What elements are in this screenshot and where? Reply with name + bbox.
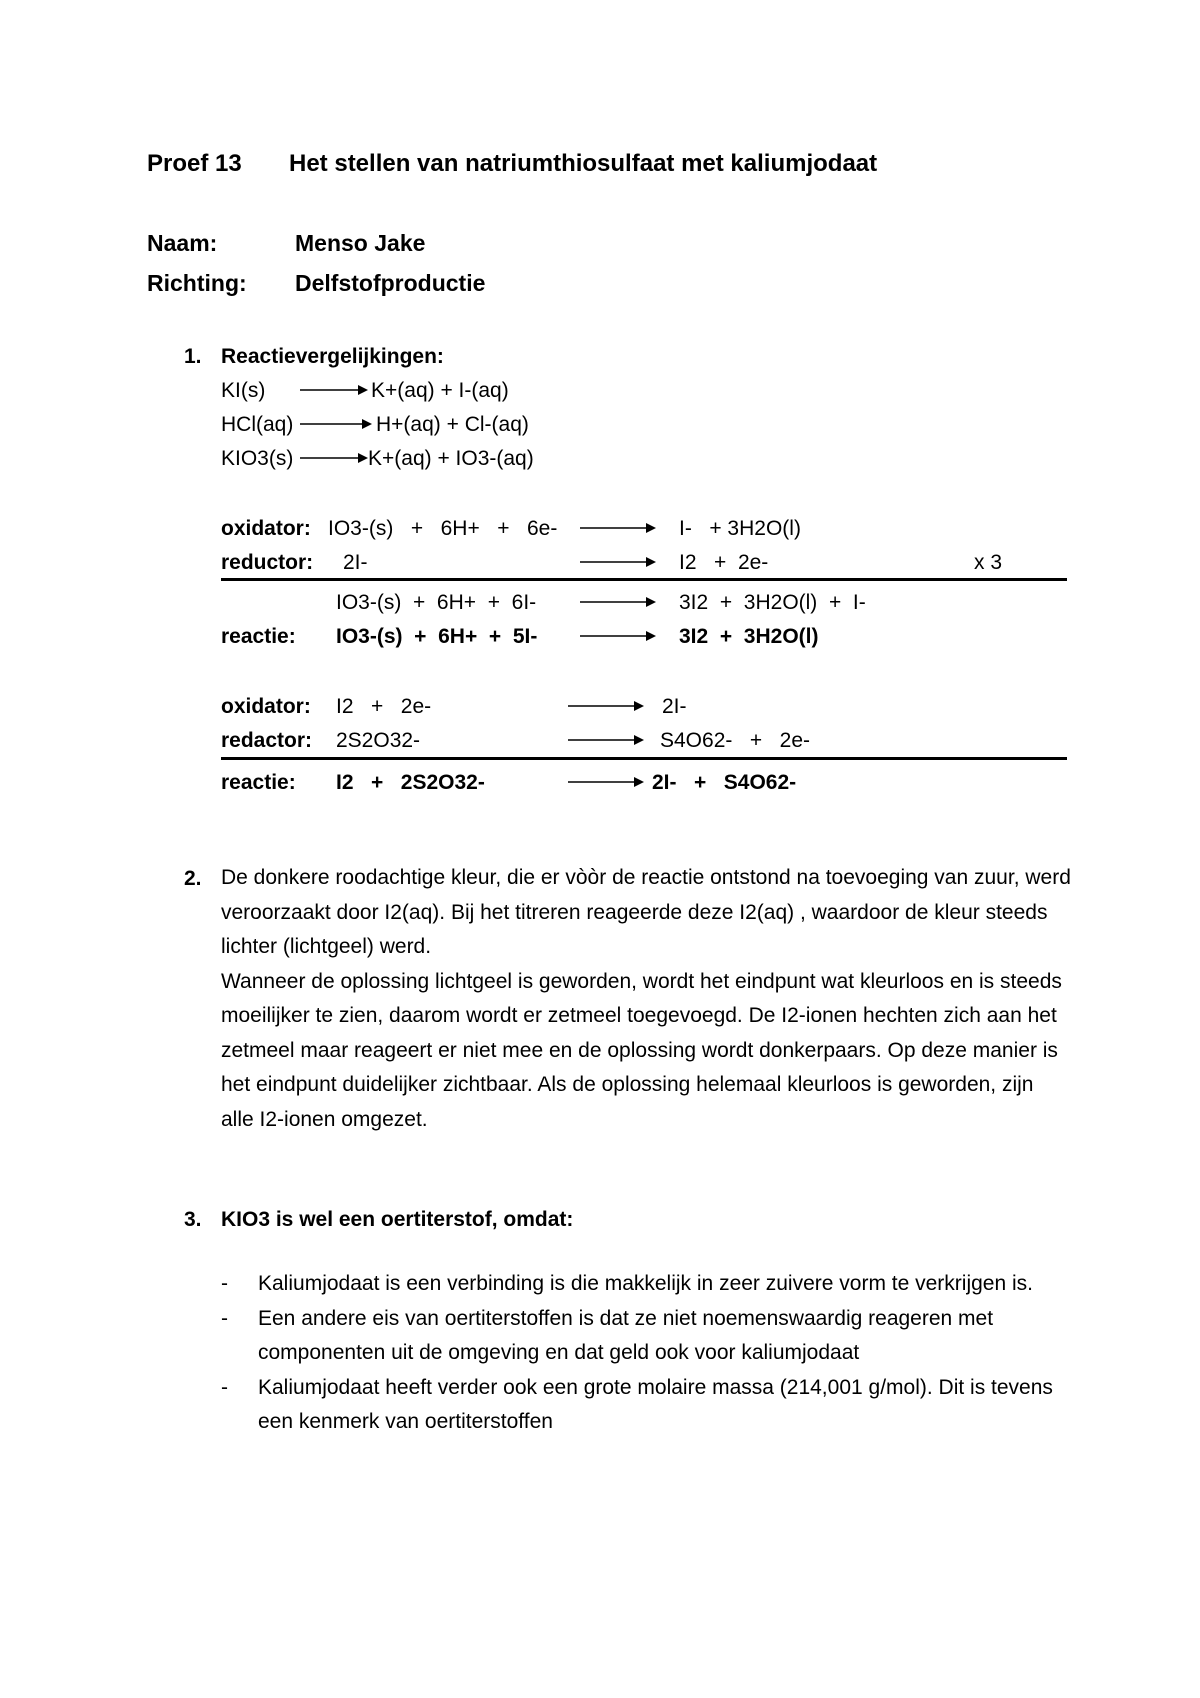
sum-line	[221, 578, 1067, 581]
dissociation-3-right: K+(aq) + IO3-(aq)	[368, 447, 534, 470]
oxidator2-left: I2 + 2e-	[336, 695, 432, 718]
reactie2-left: I2 + 2S2O32-	[336, 771, 485, 794]
reaction-arrow	[580, 594, 660, 610]
oxidator-right: I- + 3H2O(l)	[679, 517, 801, 540]
reaction-arrow	[580, 628, 660, 644]
list-item: - Kaliumjodaat is een verbinding is die makkelijk in zeer zuivere vorm te verkrijgen is.	[221, 1272, 1034, 1295]
section3-title: KIO3 is wel een oertiterstof, omdat:	[221, 1208, 574, 1231]
reaction-arrow	[300, 450, 370, 466]
dissociation-1-right: K+(aq) + I-(aq)	[371, 379, 509, 402]
reaction-arrow	[580, 554, 660, 570]
reductor-label: reductor:	[221, 551, 314, 574]
section2-number: 2.	[184, 867, 202, 890]
reactie-label: reactie:	[221, 625, 296, 648]
naam-label: Naam:	[147, 230, 218, 256]
reactie2-right: 2I- + S4O62-	[652, 771, 797, 794]
redactor-left: 2S2O32-	[336, 729, 421, 752]
list-item: - Een andere eis van oertiterstoffen is dat ze niet noemenswaardig reageren met componenten uit de omgeving en dat geld ook voor kaliumjodaat	[221, 1306, 994, 1364]
section3-number: 3.	[184, 1208, 202, 1231]
dissociation-1-left: KI(s)	[221, 379, 266, 402]
reactie-right: 3I2 + 3H2O(l)	[679, 625, 819, 648]
reaction-arrow	[568, 698, 648, 714]
section2-body	[221, 861, 1071, 1137]
reaction-arrow	[300, 382, 370, 398]
naam-value: Menso Jake	[295, 230, 426, 256]
list-item: - Kaliumjodaat heeft verder ook een grote molaire massa (214,001 g/mol). Dit is tevens een kenmerk van oertiterstoffen	[221, 1375, 1053, 1433]
section2-paragraph: De donkere roodachtige kleur, die er vòòr de reactie ontstond na toevoeging van zuur, werd veroorzaakt door I2(aq). Bij het titreren reageerde deze I2(aq) , waardoor de kleur steeds lichter (lichtgeel) werd.	[221, 866, 1071, 958]
richting-value: Delfstofproductie	[295, 270, 486, 296]
oxidator2-label: oxidator:	[221, 695, 311, 718]
section2-paragraph: Wanneer de oplossing lichtgeel is geworden, wordt het eindpunt wat kleurloos en is steeds moeilijker te zien, daarom wordt er zetmeel toegevoegd. De I2-ionen hechten zich aan het zetmeel maar reageert er niet mee en de oplossing wordt donkerpaars. Op deze manier is het eindpunt duidelijker zichtbaar. Als de oplossing helemaal kleurloos is geworden, zijn alle I2-ionen omgezet.	[221, 969, 1062, 1131]
reaction-arrow	[568, 732, 648, 748]
redactor-right: S4O62- + 2e-	[660, 729, 810, 752]
reactie2-label: reactie:	[221, 771, 296, 794]
reaction-arrow	[568, 774, 648, 790]
reductor-left: 2I-	[343, 551, 368, 574]
dissociation-2-right: H+(aq) + Cl-(aq)	[376, 413, 529, 436]
reaction-arrow	[300, 416, 374, 432]
reductor-right: I2 + 2e-	[679, 551, 769, 574]
dissociation-3-left: KIO3(s)	[221, 447, 294, 470]
reaction-arrow	[580, 520, 660, 536]
dissociation-2-left: HCl(aq)	[221, 413, 294, 436]
reactie-left: IO3-(s) + 6H+ + 5I-	[336, 625, 538, 648]
oxidator-left: IO3-(s) + 6H+ + 6e-	[328, 517, 558, 540]
oxidator-label: oxidator:	[221, 517, 311, 540]
proef-label: Proef 13	[147, 150, 242, 177]
page-title: Het stellen van natriumthiosulfaat met kaliumjodaat	[289, 150, 878, 177]
redactor-label: redactor:	[221, 729, 313, 752]
section1-number: 1.	[184, 345, 202, 368]
section1-title: Reactievergelijkingen:	[221, 345, 444, 368]
oxidator2-right: 2I-	[662, 695, 687, 718]
sum-left: IO3-(s) + 6H+ + 6I-	[336, 591, 537, 614]
sum-right: 3I2 + 3H2O(l) + I-	[679, 591, 866, 614]
richting-label: Richting:	[147, 270, 247, 296]
sum-line	[221, 757, 1067, 760]
multiplier: x 3	[974, 551, 1003, 574]
section3-list	[221, 1267, 1071, 1440]
